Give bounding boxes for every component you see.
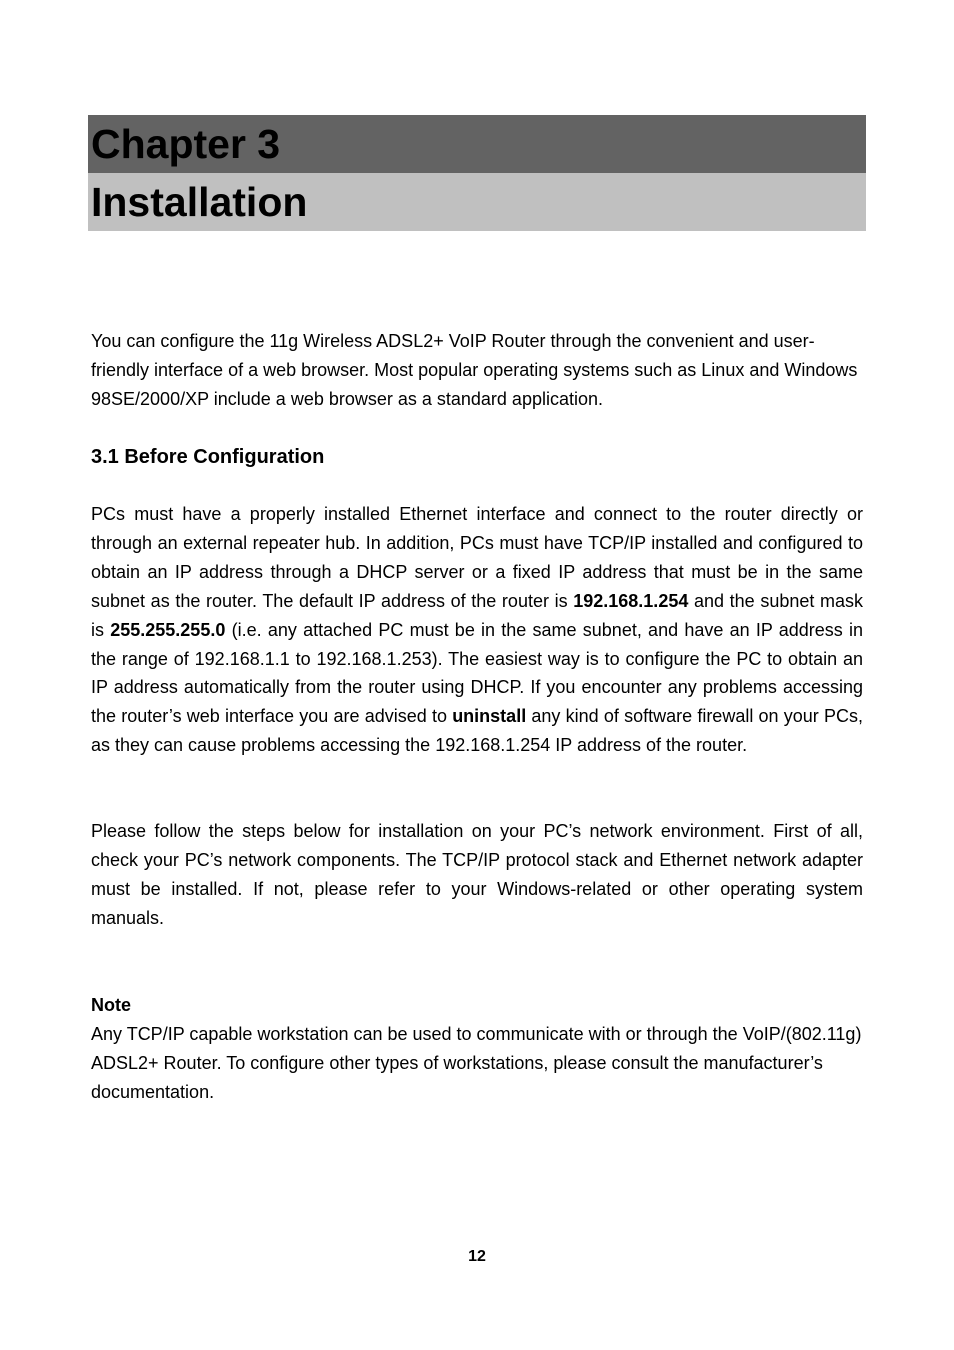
note-title: Note — [91, 995, 131, 1015]
text-segment: PCs must have a properly installed Ethernet interface and connect to the router directly or through an external repeater hub. In addition, PCs must have TCP/IP installed and configured to obtain an IP address through a DHCP server or a fixed IP address that must be in the same subnet as the router. The default IP address of the router is — [91, 504, 863, 611]
note-block — [91, 991, 863, 1107]
before-config-text — [91, 500, 863, 760]
text-segment: (i.e. any attached PC must be in the same subnet, and have an IP address in the range of 192.168.1.1 to 192.168.1.253). The easiest way is to configure the PC to obtain an IP address automatically from the router using DHCP. If you encounter any problems accessing the router’s web interface you are advised to — [91, 619, 864, 727]
subnet-mask: 255.255.255.0 — [110, 619, 226, 640]
note-text: Any TCP/IP capable workstation can be used to communicate with or through the VoIP/(802.11g) ADSL2+ Router. To configure other types of workstations, please consult the manufacturer’s documentation. — [91, 1023, 862, 1102]
intro-text: You can configure the 11g Wireless ADSL2+ VoIP Router through the convenient and user-friendly interface of a web browser. Most popular operating systems such as Linux and Windows 98SE/2000/XP include a web browser as a standard application. — [91, 331, 858, 409]
default-ip-address: 192.168.1.254 — [573, 590, 689, 611]
chapter-number-bar — [88, 115, 866, 173]
text-segment: any kind of software firewall on your PCs, as they can cause problems accessing the 192.168.1.254 IP address of the router. — [91, 706, 863, 756]
before-config-paragraph — [91, 500, 863, 760]
page-number: 12 — [468, 1248, 486, 1265]
chapter-title: Installation — [91, 179, 308, 225]
steps-paragraph — [91, 817, 863, 933]
chapter-title-bar — [88, 173, 866, 231]
intro-paragraph — [91, 327, 863, 414]
section-heading: 3.1 Before Configuration — [91, 446, 325, 468]
steps-text: Please follow the steps below for installation on your PC’s network environment. First of all, check your PC’s network components. The TCP/IP protocol stack and Ethernet network adapter must be installed. If not, please refer to your Windows-related or other operating system manuals. — [91, 821, 863, 928]
uninstall-emphasis: uninstall — [452, 706, 527, 727]
text-segment: and the subnet mask is — [91, 590, 863, 640]
chapter-number: Chapter 3 — [91, 121, 281, 167]
